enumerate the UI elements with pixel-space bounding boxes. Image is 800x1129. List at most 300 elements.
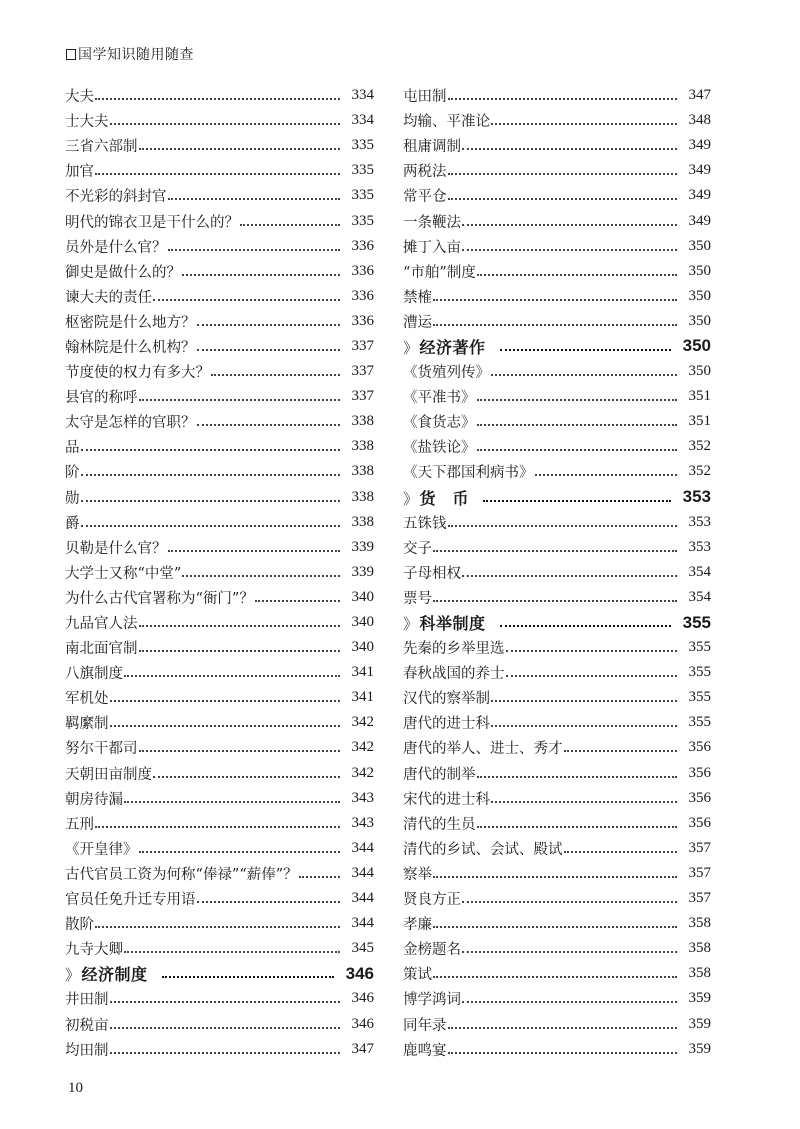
toc-entry-title: 常平仓 [403,189,447,206]
toc-entry-title: 子母相权 [403,565,461,582]
toc-left-column [65,83,374,1062]
toc-page-number: 346 [351,1015,374,1032]
toc-entry[interactable] [403,786,711,811]
toc-page-number: 335 [351,137,374,154]
toc-page-number: 355 [682,612,711,632]
toc-page-number: 339 [351,538,374,555]
toc-page-number: 338 [351,463,374,480]
toc-entry[interactable] [403,133,711,158]
toc-entry[interactable] [65,208,374,233]
dot-leader [124,800,340,803]
toc-page-number: 342 [351,764,374,781]
dot-leader [139,147,341,150]
toc-page-number: 356 [688,814,711,831]
toc-entry-title [65,962,148,985]
toc-entry[interactable] [65,359,374,384]
toc-entry-title: 宋代的进士科 [403,791,490,808]
toc-entry[interactable] [403,986,711,1011]
toc-entry[interactable] [65,535,374,560]
toc-entry[interactable] [403,384,711,409]
dot-leader [139,649,341,652]
toc-entry-title: 五铢钱 [403,515,447,532]
toc-entry-title: 爵 [65,515,80,532]
toc-entry-title: 《盐铁论》 [403,440,476,457]
dot-leader [153,775,340,778]
toc-page-number: 354 [688,588,711,605]
dot-leader [110,1051,341,1054]
toc-entry[interactable] [403,660,711,685]
toc-entry[interactable] [403,585,711,610]
toc-section-heading[interactable] [403,334,711,359]
toc-entry[interactable] [65,986,374,1011]
toc-entry[interactable] [65,459,374,484]
toc-page-number: 348 [688,112,711,129]
toc-entry-title [403,611,486,634]
toc-page-number: 349 [688,212,711,229]
dot-leader [124,674,340,677]
dot-leader [491,724,677,727]
dot-leader [162,975,334,978]
toc-page-number: 343 [351,814,374,831]
toc-entry[interactable] [403,259,711,284]
toc-page-number: 350 [688,363,711,380]
toc-entry-title: 禁榷 [403,289,432,306]
toc-page-number: 359 [688,1015,711,1032]
toc-entry-title: 《开皇律》 [65,841,138,858]
dot-leader [433,875,677,878]
toc-page-number: 351 [688,413,711,430]
book-title: 国学知识随用随查 [78,47,194,63]
toc-page-number: 340 [351,639,374,656]
toc-page-number: 353 [682,487,711,507]
toc-page-number: 336 [351,237,374,254]
toc-page-number: 347 [688,87,711,104]
toc-entry-title: 羁縻制 [65,716,109,733]
toc-page-number: 344 [351,890,374,907]
toc-page-number: 359 [688,1040,711,1057]
toc-entry-title: 策试 [403,967,432,984]
dot-leader [448,97,678,100]
toc-entry-title: 九品官人法 [65,616,138,633]
toc-entry[interactable] [403,1011,711,1036]
toc-page-number: 337 [351,337,374,354]
toc-entry-title: 交子 [403,540,432,557]
dot-leader [506,649,678,652]
toc-entry-title: 古代官员工资为何称“俸禄”“薪俸”？ [65,866,298,883]
dot-leader [462,1000,677,1003]
dot-leader [197,423,341,426]
toc-page-number: 358 [688,915,711,932]
toc-page-number: 345 [351,940,374,957]
toc-entry[interactable] [65,510,374,535]
toc-entry[interactable] [65,384,374,409]
toc-entry-title: 节度使的权力有多大？ [65,365,210,382]
toc-entry-title: 御史是做什么的？ [65,264,181,281]
dot-leader [110,699,341,702]
toc-entry[interactable] [403,735,711,760]
toc-entry-title: 《食货志》 [403,415,476,432]
dot-leader [168,248,341,251]
dot-leader [81,524,341,527]
toc-entry[interactable] [403,183,711,208]
toc-page-number: 350 [688,312,711,329]
toc-page-number: 349 [688,137,711,154]
dot-leader [95,925,340,928]
toc-entry-title: 汉代的察举制 [403,691,490,708]
toc-entry-title: 勋 [65,490,80,507]
toc-entry-title: 大学士又称“中堂” [65,565,182,582]
toc-page-number: 350 [688,237,711,254]
toc-entry[interactable] [65,811,374,836]
toc-entry[interactable] [65,1011,374,1036]
toc-entry[interactable] [65,309,374,334]
dot-leader [462,574,677,577]
toc-entry[interactable] [65,660,374,685]
dot-leader [168,197,341,200]
toc-entry[interactable] [403,234,711,259]
toc-entry[interactable] [65,585,374,610]
toc-entry[interactable] [65,108,374,133]
toc-page-number: 349 [688,187,711,204]
dot-leader [110,724,341,727]
dot-leader [81,448,341,451]
toc-entry-title: 一条鞭法 [403,214,461,231]
toc-page-number: 353 [688,513,711,530]
toc-entry-title: 《天下郡国利病书》 [403,465,534,482]
toc-entry-title: 贝勒是什么官？ [65,540,167,557]
dot-leader [124,950,340,953]
toc-entry-title: 五刑 [65,816,94,833]
dot-leader [139,398,341,401]
dot-leader [81,499,341,502]
toc-entry[interactable] [65,158,374,183]
toc-entry[interactable] [65,234,374,259]
toc-entry-title: 唐代的制举 [403,766,476,783]
toc-entry-title: 贤良方正 [403,892,461,909]
toc-page-number: 357 [688,890,711,907]
toc-entry[interactable] [403,459,711,484]
toc-page-number: 341 [351,664,374,681]
toc-entry-title: 员外是什么官？ [65,239,167,256]
toc-entry[interactable] [65,284,374,309]
toc-entry[interactable] [65,836,374,861]
toc-entry[interactable] [65,485,374,510]
toc-entry-title: 漕运 [403,314,432,331]
section-title: 经济著作 [419,337,486,357]
toc-entry-title: 春秋战国的养士 [403,666,505,683]
toc-page-number: 335 [351,187,374,204]
toc-entry-title: 朝房待漏 [65,791,123,808]
toc-entry[interactable] [65,610,374,635]
toc-page-number: 350 [688,287,711,304]
toc-entry[interactable] [65,735,374,760]
toc-entry-title: 摊丁入亩 [403,239,461,256]
section-marker-icon: 》 [403,615,419,634]
toc-entry[interactable] [65,434,374,459]
toc-entry[interactable] [65,761,374,786]
toc-entry-title [403,486,469,509]
toc-entry-title: 金榜题名 [403,942,461,959]
dot-leader [139,624,341,627]
dot-leader [197,348,341,351]
toc-page-number: 358 [688,965,711,982]
toc-entry-title: 同年录 [403,1017,447,1034]
toc-entry-title: 八旗制度 [65,666,123,683]
toc-page-number: 350 [688,262,711,279]
section-title: 科举制度 [419,614,486,634]
toc-entry[interactable] [65,861,374,886]
dot-leader [433,599,677,602]
toc-entry[interactable] [65,133,374,158]
dot-leader [255,599,340,602]
page-number: 10 [68,1080,83,1096]
toc-page-number: 351 [688,388,711,405]
toc-entry-title: “市舶”制度 [403,264,476,281]
toc-entry-title: 两税法 [403,164,447,181]
dot-leader [491,373,677,376]
toc-entry-title: 明代的锦衣卫是干什么的？ [65,214,239,231]
toc-page-number: 337 [351,388,374,405]
dot-leader [433,975,677,978]
dot-leader [448,1051,678,1054]
dot-leader [110,122,341,125]
toc-entry-title: 散阶 [65,917,94,934]
section-marker-icon: 》 [65,966,81,985]
toc-entry-title: 孝廉 [403,917,432,934]
toc-page-number: 354 [688,563,711,580]
dot-leader [182,273,340,276]
dot-leader [491,800,677,803]
toc-page-number: 344 [351,915,374,932]
toc-entry-title: 《平准书》 [403,390,476,407]
dot-leader [95,172,340,175]
toc-entry-title: 《货殖列传》 [403,365,490,382]
toc-page-number: 344 [351,839,374,856]
toc-entry-title: 为什么古代官署称为“衙门”？ [65,590,254,607]
toc-page-number: 357 [688,839,711,856]
toc-entry[interactable] [403,761,711,786]
toc-entry-title: 票号 [403,590,432,607]
section-title: 经济制度 [81,965,148,985]
toc-right-column [403,83,711,1062]
dot-leader [462,950,677,953]
dot-leader [448,1026,678,1029]
toc-entry[interactable] [403,961,711,986]
toc-entry[interactable] [65,1037,374,1062]
running-header [66,44,194,64]
toc-entry-title: 均田制 [65,1042,109,1059]
toc-page-number: 346 [345,963,374,983]
toc-entry-title: 天朝田亩制度 [65,766,152,783]
dot-leader [500,624,671,627]
toc-page-number: 338 [351,513,374,530]
toc-entry[interactable] [65,886,374,911]
toc-page-number: 356 [688,739,711,756]
dot-leader [95,97,340,100]
dot-leader [197,323,341,326]
toc-page-number: 352 [688,438,711,455]
toc-entry[interactable] [403,811,711,836]
toc-entry-title: 屯田制 [403,89,447,106]
toc-entry-title: 品 [65,440,80,457]
toc-page-number: 350 [682,336,711,356]
toc-page-number: 357 [688,864,711,881]
toc-entry-title: 先秦的乡举里选 [403,641,505,658]
square-bullet-icon [66,49,76,60]
section-marker-icon: 》 [403,489,419,508]
toc-page-number: 338 [351,488,374,505]
toc-entry[interactable] [65,259,374,284]
toc-page-number: 356 [688,764,711,781]
toc-entry[interactable] [403,710,711,735]
dot-leader [477,775,678,778]
dot-leader [110,1026,341,1029]
dot-leader [506,674,678,677]
toc-entry-title: 翰林院是什么机构？ [65,339,196,356]
toc-page-number: 355 [688,664,711,681]
toc-entry-title [403,335,486,358]
dot-leader [110,1000,341,1003]
toc-entry[interactable] [65,911,374,936]
toc-entry[interactable] [403,434,711,459]
toc-entry[interactable] [403,309,711,334]
toc-entry[interactable] [403,284,711,309]
toc-entry[interactable] [403,560,711,585]
toc-entry-title: 唐代的进士科 [403,716,490,733]
toc-entry[interactable] [403,158,711,183]
toc-page-number: 349 [688,162,711,179]
dot-leader [240,223,340,226]
dot-leader [500,348,671,351]
toc-entry[interactable] [403,886,711,911]
toc-entry[interactable] [403,936,711,961]
toc-page-number: 359 [688,990,711,1007]
toc-page-number: 338 [351,413,374,430]
toc-page-number: 343 [351,789,374,806]
toc-entry[interactable] [403,83,711,108]
dot-leader [448,197,678,200]
toc-entry-title: 军机处 [65,691,109,708]
dot-leader [211,373,340,376]
toc-entry-title: 枢密院是什么地方？ [65,314,196,331]
toc-entry[interactable] [65,685,374,710]
toc-entry[interactable] [403,1037,711,1062]
toc-entry[interactable] [403,409,711,434]
toc-page-number: 338 [351,438,374,455]
dot-leader [564,850,678,853]
toc-entry-title: 阶 [65,465,80,482]
dot-leader [483,499,671,502]
toc-entry[interactable] [65,710,374,735]
toc-entry-title: 加官 [65,164,94,181]
toc-page-number: 347 [351,1040,374,1057]
dot-leader [462,248,677,251]
toc-page-number: 355 [688,689,711,706]
toc-page-number: 356 [688,789,711,806]
toc-entry[interactable] [65,183,374,208]
toc-entry-title: 均输、平准论 [403,114,490,131]
dot-leader [477,423,678,426]
toc-page-number: 336 [351,287,374,304]
toc-entry-title: 不光彩的斜封官 [65,189,167,206]
toc-section-heading[interactable] [403,485,711,510]
dot-leader [139,749,341,752]
dot-leader [433,323,677,326]
toc-page-number: 346 [351,990,374,1007]
toc-entry-title: 县官的称呼 [65,390,138,407]
dot-leader [299,875,340,878]
toc-entry[interactable] [403,510,711,535]
dot-leader [182,574,340,577]
toc-entry-title: 官员任免升迁专用语 [65,892,196,909]
toc-entry[interactable] [65,786,374,811]
toc-section-heading[interactable] [403,610,711,635]
toc-entry-title: 鹿鸣宴 [403,1042,447,1059]
dot-leader [433,925,677,928]
dot-leader [462,900,677,903]
toc-entry-title: 租庸调制 [403,139,461,156]
toc-entry[interactable] [403,535,711,560]
toc-section-heading[interactable] [65,961,374,986]
toc-entry[interactable] [65,334,374,359]
toc-entry[interactable] [403,635,711,660]
toc-page-number: 339 [351,563,374,580]
toc-entry-title: 大夫 [65,89,94,106]
toc-entry-title: 唐代的举人、进士、秀才 [403,741,563,758]
toc-entry-title: 南北面官制 [65,641,138,658]
toc-entry[interactable] [65,560,374,585]
dot-leader [153,298,340,301]
toc-entry-title: 努尔干都司 [65,741,138,758]
toc-page-number: 334 [351,87,374,104]
toc-entry[interactable] [65,936,374,961]
toc-entry-title: 谏大夫的责任 [65,289,152,306]
toc-entry-title: 三省六部制 [65,139,138,156]
toc-entry-title: 察举 [403,866,432,883]
toc-page-number: 340 [351,588,374,605]
toc-entry-title: 清代的生员 [403,816,476,833]
dot-leader [81,473,341,476]
toc-entry[interactable] [65,635,374,660]
toc-entry[interactable] [65,83,374,108]
dot-leader [477,448,678,451]
toc-entry-title: 士大夫 [65,114,109,131]
toc-page-number: 344 [351,864,374,881]
toc-entry-title: 博学鸿词 [403,992,461,1009]
toc-entry[interactable] [403,685,711,710]
toc-entry[interactable] [403,861,711,886]
toc-page-number: 336 [351,312,374,329]
toc-page-number: 337 [351,363,374,380]
toc-entry[interactable] [403,911,711,936]
dot-leader [448,172,678,175]
dot-leader [95,825,340,828]
dot-leader [535,473,678,476]
dot-leader [491,122,677,125]
toc-entry[interactable] [403,108,711,133]
toc-page-number: 335 [351,162,374,179]
toc-entry-title: 井田制 [65,992,109,1009]
toc-page-number: 334 [351,112,374,129]
toc-entry[interactable] [65,409,374,434]
toc-entry[interactable] [403,836,711,861]
toc-entry-title: 太守是怎样的官职？ [65,415,196,432]
toc-entry[interactable] [403,208,711,233]
dot-leader [433,298,677,301]
toc-entry[interactable] [403,359,711,384]
toc-page-number: 352 [688,463,711,480]
dot-leader [197,900,341,903]
